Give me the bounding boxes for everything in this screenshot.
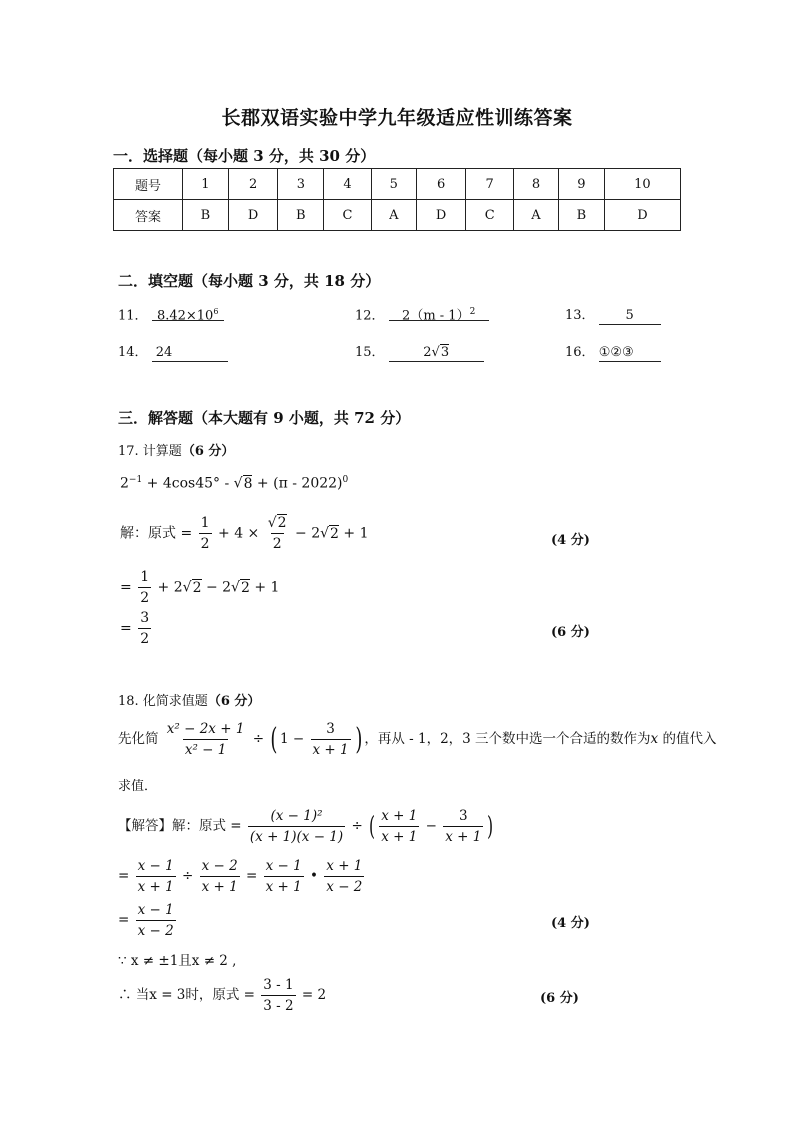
fraction: $\frac{3}{x + 1}$ xyxy=(312,721,349,758)
q18-prompt: 先化简 $\frac{\text{x² − 2x + 1}}{\text{x² − 1}}$ ÷ ( 1 − $\frac{3}{x + 1}$ ) ，再从 - 1，2，3 三个数中选一个合适的数作为x 的值代入 xyxy=(118,721,717,758)
q18-step-2: = $\frac{x - 1}{x + 1}$ ÷ $\frac{x - 2}{x + 1}$ = $\frac{x - 1}{x + 1}$ • $\frac{x + 1}{x - 2}$ xyxy=(118,858,363,895)
answer-cell: B xyxy=(278,200,324,231)
q18-label xyxy=(118,690,260,709)
answer-cell: D xyxy=(604,200,680,231)
q18-prompt-cont: 求值． xyxy=(118,779,158,794)
answer-table xyxy=(113,168,681,231)
score-marker: (4 分) xyxy=(551,533,590,548)
answer-blank: 5 xyxy=(599,308,661,325)
q18-step-3: = $\frac{x - 1}{x - 2}$ xyxy=(118,902,174,939)
expr-part: + 4cos45° - xyxy=(142,475,234,492)
solution-prefix: 【解答】解：原式 xyxy=(118,818,226,834)
table-row xyxy=(114,169,681,200)
question-number-cell: 9 xyxy=(559,169,605,200)
section-fill-heading: 二．填空题（每小题 3 分，共 18 分） xyxy=(118,272,381,290)
q17-step-2: = $\frac{1}{2}$ + 2√2 − 2√2 + 1 xyxy=(120,569,280,606)
question-label: 18. 化简求值题 xyxy=(118,694,208,709)
answer-cell: B xyxy=(183,200,229,231)
question-number: 14． xyxy=(118,345,148,360)
question-number-cell: 1 xyxy=(183,169,229,200)
table-row xyxy=(114,200,681,231)
answer-cell: D xyxy=(228,200,278,231)
fraction: $\frac{x - 1}{x + 1}$ xyxy=(137,858,174,895)
fill-item-15 xyxy=(355,341,484,362)
fraction: $\frac{1}{2}$ xyxy=(200,515,210,552)
question-number-cell: 6 xyxy=(416,169,466,200)
question-points: （6 分） xyxy=(181,444,235,459)
q17-label xyxy=(118,440,234,459)
score-marker: (6 分) xyxy=(551,625,590,640)
prompt-text: 先化简 xyxy=(118,731,159,747)
fraction: $\frac{\text{x² − 2x + 1}}{\text{x² − 1}}$ xyxy=(166,721,245,758)
answer-cell: D xyxy=(416,200,466,231)
fraction: $\frac{x - 1}{x + 1}$ xyxy=(265,858,302,895)
answer-blank: 2√3 xyxy=(389,345,484,362)
table-header-cell: 答案 xyxy=(114,200,183,231)
question-number-cell: 5 xyxy=(371,169,416,200)
table-header-cell: 题号 xyxy=(114,169,183,200)
fraction: $\frac{\text{(x − 1)²}}{(x + 1)(x - 1)}$ xyxy=(249,808,344,845)
fraction: $\frac{x + 1}{x - 2}$ xyxy=(326,858,363,895)
section-solution-heading: 三．解答题（本大题有 9 小题，共 72 分） xyxy=(118,409,411,427)
question-number-cell: 7 xyxy=(466,169,514,200)
question-points: （6 分） xyxy=(207,694,261,709)
fraction: $\frac{3}{x + 1}$ xyxy=(445,808,482,845)
fill-item-11 xyxy=(118,304,224,323)
answer-cell: B xyxy=(559,200,605,231)
question-number-cell: 8 xyxy=(513,169,558,200)
variable: x xyxy=(650,731,659,747)
q17-step-3: = $\frac{3}{2}$ xyxy=(120,610,150,647)
exponent: 2 xyxy=(469,307,476,317)
answer-blank xyxy=(389,304,489,324)
q18-condition: ∵ x ≠ ±1且x ≠ 2 , xyxy=(118,953,237,969)
solution-prefix: 解：原式 xyxy=(120,525,176,542)
answer-blank xyxy=(152,304,224,324)
question-number: 15． xyxy=(355,345,385,360)
prompt-text: ，再从 - 1，2，3 三个数中选一个合适的数作为 xyxy=(364,731,651,747)
answer-coefficient: 2 xyxy=(423,345,432,360)
answer-blank: 24 xyxy=(152,345,228,362)
fraction: $\frac{x - 2}{x + 1}$ xyxy=(201,858,238,895)
score-marker: (6 分) xyxy=(540,991,579,1006)
answer-cell: A xyxy=(513,200,558,231)
fraction: $\frac{1}{2}$ xyxy=(140,569,150,606)
expr-part: 2 xyxy=(120,475,129,492)
answer-cell: C xyxy=(466,200,514,231)
fraction: $\frac{x + 1}{x + 1}$ xyxy=(381,808,418,845)
question-number-cell: 2 xyxy=(228,169,278,200)
radicand: 3 xyxy=(440,345,450,360)
question-number-cell: 4 xyxy=(324,169,372,200)
radicand: 8 xyxy=(243,475,253,492)
answer-cell: A xyxy=(371,200,416,231)
answer-text: 2（m - 1） xyxy=(402,308,470,324)
fraction: $\frac{√2}{2}$ xyxy=(267,515,287,552)
question-number: 16． xyxy=(565,345,595,360)
exponent: 0 xyxy=(342,475,349,485)
answer-blank: ①②③ xyxy=(599,345,661,362)
fraction: $\frac{3 - 1}{3 - 2}$ xyxy=(263,977,294,1014)
fill-item-12 xyxy=(355,304,489,323)
question-number-cell: 3 xyxy=(278,169,324,200)
fraction: $\frac{3}{2}$ xyxy=(140,610,150,647)
question-number: 11． xyxy=(118,308,148,324)
answer-cell: C xyxy=(324,200,372,231)
solution-prefix: ∴ 当x = 3时，原式 xyxy=(118,987,240,1003)
question-number-cell: 10 xyxy=(604,169,680,200)
fill-item-16 xyxy=(565,341,661,362)
q17-expression: $2^{-1} + 4\cos 45^\circ - √8 + (\pi - 2022)^0$ xyxy=(120,475,349,492)
question-number: 12． xyxy=(355,308,385,324)
answer-text: 8.42×10 xyxy=(156,308,214,324)
exponent: −1 xyxy=(128,475,143,485)
score-marker: (4 分) xyxy=(551,916,590,931)
q18-step-4: ∴ 当x = 3时，原式 = $\frac{3 - 1}{3 - 2}$ = 2 xyxy=(118,977,327,1014)
fraction: $\frac{x - 1}{x - 2}$ xyxy=(137,902,174,939)
fill-item-13 xyxy=(565,304,661,325)
q17-step-1: 解：原式 = $\frac{1}{2}$ + 4 × $\frac{√2}{2}$ − 2√2 + 1 xyxy=(120,515,369,552)
prompt-text: 的值代入 xyxy=(658,731,717,747)
q18-step-1: 【解答】解：原式 = $\frac{\text{(x − 1)²}}{(x + 1)(x - 1)}$ ÷ ( $\frac{x + 1}{x + 1}$ − $\frac{3}{x + 1}$ ) xyxy=(118,808,494,845)
page-title: 长郡双语实验中学九年级适应性训练答案 xyxy=(221,107,573,129)
fill-item-14 xyxy=(118,341,228,362)
exponent: 6 xyxy=(213,307,219,316)
expr-part: + (π - 2022) xyxy=(252,475,343,492)
question-number: 13． xyxy=(565,308,595,323)
question-label: 17. 计算题 xyxy=(118,444,182,459)
section-choice-heading: 一．选择题（每小题 3 分，共 30 分） xyxy=(113,147,376,165)
